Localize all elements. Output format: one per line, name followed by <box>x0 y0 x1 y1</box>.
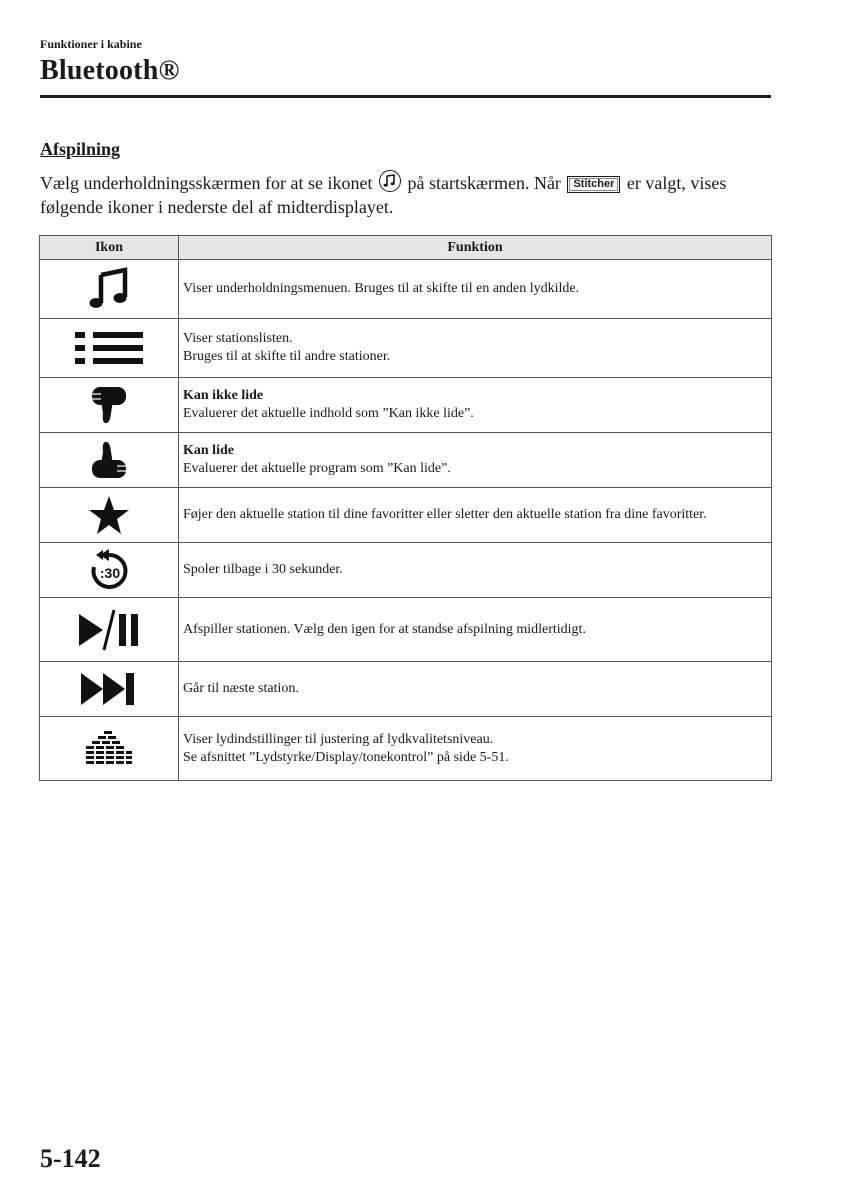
row-text: Spoler tilbage i 30 sekunder. <box>183 562 343 577</box>
star-icon <box>87 493 131 537</box>
table-row <box>40 598 772 662</box>
music-note-icon <box>87 267 131 311</box>
row-text: Bruges til at skifte til andre stationer. <box>183 349 391 364</box>
table-row <box>40 433 772 488</box>
row-text: Evaluerer det aktuelle program som ”Kan lide”. <box>183 461 451 476</box>
row-text: Viser lydindstillinger til justering af lydkvalitetsniveau. <box>183 731 494 747</box>
row-text: Føjer den aktuelle station til dine favoritter eller sletter den aktuelle station fra dine favoritter. <box>183 507 707 522</box>
section-label: Funktioner i kabine <box>40 37 142 51</box>
row-text: Se afsnittet ”Lydstyrke/Display/tonekontrol” på side 5-51. <box>183 749 509 765</box>
title-rule <box>40 95 771 98</box>
table-row <box>40 260 772 319</box>
svg-text::30: :30 <box>99 565 121 581</box>
page-title: Bluetooth® <box>40 55 180 86</box>
station-list-icon <box>73 326 145 370</box>
row-text: Evaluerer det aktuelle indhold som ”Kan ikke lide”. <box>183 406 474 421</box>
row-text: Viser underholdningsmenuen. Bruges til at skifte til en anden lydkilde. <box>183 281 580 296</box>
table-row <box>40 543 772 598</box>
column-header-function: Funktion <box>179 236 772 260</box>
stitcher-chip: Stitcher <box>567 176 620 193</box>
row-text: Viser stationslisten. <box>183 331 293 346</box>
thumbs-down-icon <box>89 383 129 427</box>
table-header-row <box>40 236 772 260</box>
intro-text-3: er valgt, vises følgende ikoner i nederste del af midterdisplayet. <box>40 173 727 217</box>
skip-forward-icon <box>79 667 139 711</box>
intro-paragraph <box>40 170 780 219</box>
icon-table <box>39 235 772 781</box>
column-header-icon: Ikon <box>40 236 179 260</box>
intro-text-1: Vælg underholdningsskærmen for at se ikonet <box>40 173 373 193</box>
page-number: 5-142 <box>40 1144 101 1173</box>
row-title: Kan ikke lide <box>183 388 264 403</box>
subheading: Afspilning <box>40 139 121 159</box>
row-text: Afspiller stationen. Vælg den igen for at standse afspilning midlertidigt. <box>183 621 586 637</box>
table-row <box>40 319 772 378</box>
thumbs-up-icon <box>89 438 129 482</box>
intro-text-2: på startskærmen. Når <box>407 173 561 193</box>
table-row <box>40 378 772 433</box>
row-text: Går til næste station. <box>183 681 299 696</box>
table-row <box>40 488 772 543</box>
play-pause-icon <box>77 608 141 652</box>
table-row <box>40 717 772 781</box>
row-title: Kan lide <box>183 443 234 458</box>
table-row <box>40 662 772 717</box>
equalizer-icon <box>83 729 135 769</box>
music-note-circle-icon <box>379 170 401 192</box>
replay-30-icon <box>87 548 131 592</box>
